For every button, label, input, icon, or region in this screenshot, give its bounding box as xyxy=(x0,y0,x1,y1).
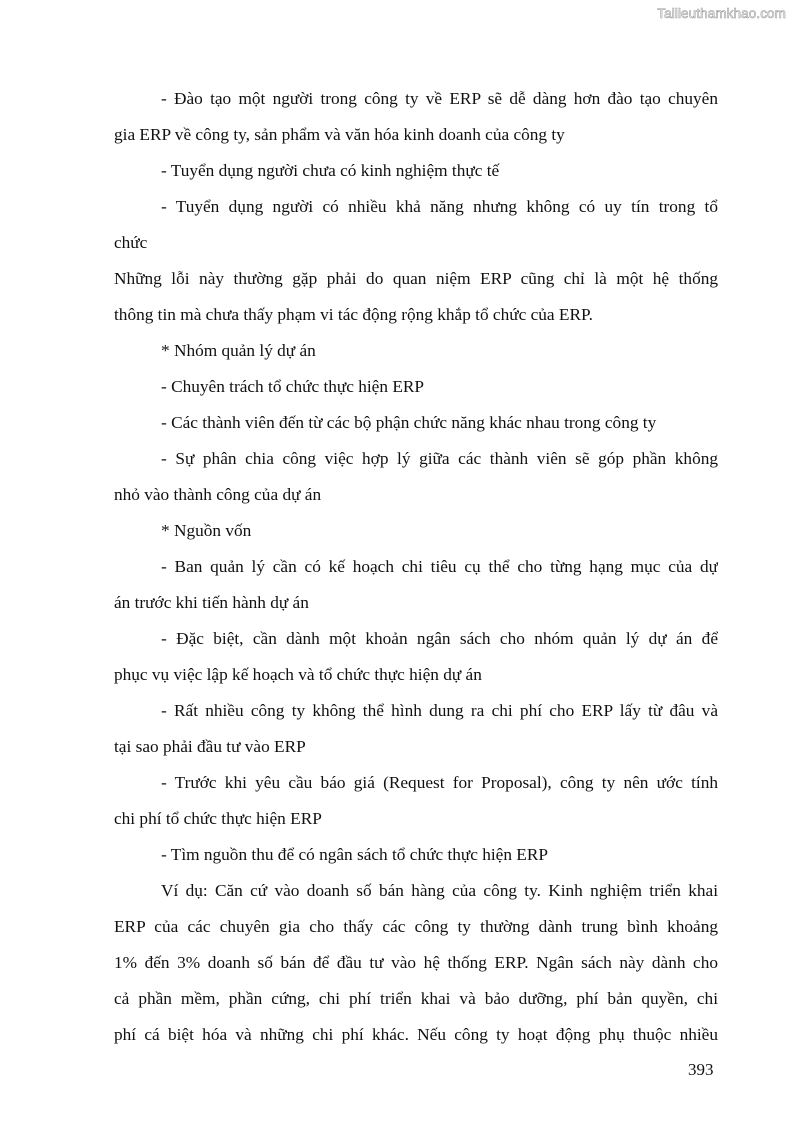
text-line: Những lỗi này thường gặp phải do quan niệm ERP cũng chỉ là một hệ thống xyxy=(114,269,718,288)
text-line: - Các thành viên đến từ các bộ phận chức năng khác nhau trong công ty xyxy=(161,413,657,432)
text-line: - Trước khi yêu cầu báo giá (Request for Proposal), công ty nên ước tính xyxy=(161,773,718,792)
text-line: cả phần mềm, phần cứng, chi phí triển khai và bảo dưỡng, phí bản quyền, chi xyxy=(114,989,718,1008)
text-line: - Chuyên trách tổ chức thực hiện ERP xyxy=(161,377,425,396)
text-line: - Tìm nguồn thu để có ngân sách tổ chức thực hiện ERP xyxy=(161,845,549,864)
text-line: thông tin mà chưa thấy phạm vi tác động rộng khắp tổ chức của ERP. xyxy=(114,305,593,324)
text-line: - Rất nhiều công ty không thể hình dung ra chi phí cho ERP lấy từ đâu và xyxy=(161,701,718,720)
watermark-text: Tailieuthamkhao.com xyxy=(657,6,786,21)
text-line: * Nhóm quản lý dự án xyxy=(161,341,316,360)
text-line: * Nguồn vốn xyxy=(161,521,252,540)
text-line: - Đặc biệt, cần dành một khoản ngân sách cho nhóm quản lý dự án để xyxy=(161,629,718,648)
document-body xyxy=(114,81,718,1053)
page-number: 393 xyxy=(688,1060,714,1079)
text-line: chi phí tổ chức thực hiện ERP xyxy=(114,809,322,828)
text-line: ERP của các chuyên gia cho thấy các công ty thường dành trung bình khoảng xyxy=(114,917,718,936)
text-line: chức xyxy=(114,233,148,252)
text-line: phí cá biệt hóa và những chi phí khác. Nếu công ty hoạt động phụ thuộc nhiều xyxy=(114,1025,718,1044)
text-line: - Ban quản lý cần có kế hoạch chi tiêu cụ thể cho từng hạng mục của dự xyxy=(161,557,718,576)
text-line: phục vụ việc lập kế hoạch và tổ chức thực hiện dự án xyxy=(114,665,482,684)
text-line: tại sao phải đầu tư vào ERP xyxy=(114,737,306,756)
text-line: - Tuyển dụng người có nhiều khả năng nhưng không có uy tín trong tổ xyxy=(161,197,718,216)
text-line: Ví dụ: Căn cứ vào doanh số bán hàng của công ty. Kinh nghiệm triển khai xyxy=(161,881,718,900)
text-line: 1% đến 3% doanh số bán để đầu tư vào hệ thống ERP. Ngân sách này dành cho xyxy=(114,953,718,972)
text-line: - Đào tạo một người trong công ty về ERP sẽ dễ dàng hơn đào tạo chuyên xyxy=(161,89,718,108)
text-line: - Sự phân chia công việc hợp lý giữa các thành viên sẽ góp phần không xyxy=(161,449,718,468)
text-line: - Tuyển dụng người chưa có kinh nghiệm thực tế xyxy=(161,161,500,180)
text-line: gia ERP về công ty, sản phẩm và văn hóa kinh doanh của công ty xyxy=(114,125,565,144)
text-line: án trước khi tiến hành dự án xyxy=(114,593,309,612)
text-line: nhỏ vào thành công của dự án xyxy=(114,485,322,504)
